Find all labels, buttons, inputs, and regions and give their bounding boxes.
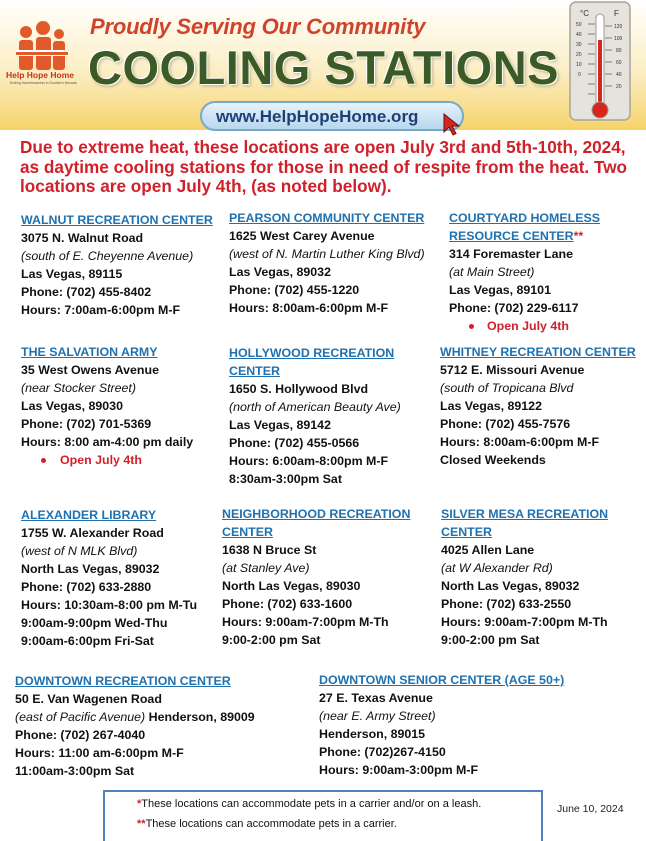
- website-banner[interactable]: [200, 101, 464, 131]
- location-downtown-senior: [319, 671, 564, 779]
- bullet-icon: [469, 324, 474, 329]
- location-cross-and-city: [15, 708, 255, 726]
- svg-text:30: 30: [576, 42, 582, 48]
- location-name-line2[interactable]: CENTER: [222, 525, 273, 539]
- location-address: 5712 E. Missouri Avenue: [440, 363, 585, 377]
- location-address: 1650 S. Hollywood Blvd: [229, 382, 369, 396]
- intro-notice: Due to extreme heat, these locations are open July 3rd and 5th-10th, 2024, as daytime cooling stations for those in need of respite from the heat. Two locations are open July 4th, (as noted below).: [20, 137, 628, 196]
- location-hours: Hours: 8:00am-6:00pm M-F: [229, 301, 389, 315]
- open-july-4th-note: Open July 4th: [449, 317, 600, 335]
- svg-text:40: 40: [576, 32, 582, 38]
- svg-text:50: 50: [576, 22, 582, 28]
- location-address: 1638 N Bruce St: [222, 543, 317, 557]
- location-phone: Phone: (702) 267-4040: [15, 728, 146, 742]
- location-name[interactable]: DOWNTOWN SENIOR CENTER (AGE 50+): [319, 673, 565, 687]
- svg-text:F: F: [614, 9, 619, 18]
- location-cross-street: (north of American Beauty Ave): [229, 400, 401, 414]
- location-city: North Las Vegas, 89032: [441, 579, 580, 593]
- location-cross-street: (near Stocker Street): [21, 381, 137, 395]
- location-address: 1755 W. Alexander Road: [21, 526, 164, 540]
- svg-text:0: 0: [578, 72, 581, 78]
- location-address: 314 Foremaster Lane: [449, 247, 573, 261]
- location-walnut: [21, 211, 213, 319]
- location-hours-sat: 9:00-2:00 pm Sat: [441, 633, 540, 647]
- location-hours: Hours: 8:00 am-4:00 pm daily: [21, 435, 194, 449]
- location-address: 1625 West Carey Avenue: [229, 229, 375, 243]
- location-phone: Phone: (702) 229-6117: [449, 301, 579, 315]
- location-hours-sat: 8:30am-3:00pm Sat: [229, 472, 342, 486]
- website-url-link[interactable]: www.HelpHopeHome.org: [216, 107, 419, 126]
- location-closed-note: Closed Weekends: [440, 453, 546, 467]
- location-address: 27 E. Texas Avenue: [319, 691, 433, 705]
- location-cross-street: (at W Alexander Rd): [441, 561, 553, 575]
- svg-text:10: 10: [576, 62, 582, 68]
- location-city: Henderson, 89009: [148, 710, 255, 724]
- pet-notes-box: [103, 790, 543, 841]
- location-name-line2[interactable]: CENTER: [229, 364, 280, 378]
- location-cross-street: (at Stanley Ave): [222, 561, 310, 575]
- location-phone: Phone: (702) 701-5369: [21, 417, 152, 431]
- pet-note-double-star: **These locations can accommodate pets in a carrier.: [137, 818, 397, 830]
- location-city: Las Vegas, 89030: [21, 399, 123, 413]
- location-address: 35 West Owens Avenue: [21, 363, 159, 377]
- logo-subtitle: Ending Homelessness in Southern Nevada: [10, 81, 77, 85]
- svg-text:20: 20: [616, 84, 622, 90]
- location-phone: Phone: (702) 633-2880: [21, 580, 152, 594]
- location-phone: Phone: (702) 455-1220: [229, 283, 360, 297]
- location-name-line1[interactable]: COURTYARD HOMELESS: [449, 211, 600, 225]
- thermometer-icon: [566, 0, 634, 122]
- location-silver-mesa: [441, 505, 608, 649]
- location-cross-street: (west of N. Martin Luther King Blvd): [229, 247, 425, 261]
- svg-text:°C: °C: [580, 9, 589, 18]
- location-hours: Hours: 10:30am-8:00 pm M-Tu: [21, 598, 198, 612]
- mouse-cursor-icon: [442, 112, 464, 136]
- pet-marker-double-star: **: [573, 229, 584, 243]
- location-name[interactable]: PEARSON COMMUNITY CENTER: [229, 211, 425, 225]
- svg-text:100: 100: [614, 36, 623, 42]
- location-neighborhood: [222, 505, 410, 649]
- location-address: 50 E. Van Wagenen Road: [15, 692, 162, 706]
- location-phone: Phone: (702) 633-1600: [222, 597, 353, 611]
- location-phone: Phone: (702) 455-0566: [229, 436, 360, 450]
- location-hours-wed-thu: 9:00am-9:00pm Wed-Thu: [21, 616, 168, 630]
- location-city: Las Vegas, 89122: [440, 399, 542, 413]
- location-name[interactable]: DOWNTOWN RECREATION CENTER: [15, 674, 231, 688]
- location-hollywood: [229, 344, 401, 488]
- location-hours-fri-sat: 9:00am-6:00pm Fri-Sat: [21, 634, 154, 648]
- location-salvation-army: [21, 343, 193, 469]
- location-city: Las Vegas, 89032: [229, 265, 331, 279]
- document-date: June 10, 2024: [557, 803, 624, 815]
- location-cross-street: (east of Pacific Avenue): [15, 710, 146, 724]
- location-hours: Hours: 9:00am-7:00pm M-Th: [222, 615, 389, 629]
- location-name-line1[interactable]: NEIGHBORHOOD RECREATION: [222, 507, 411, 521]
- location-hours: Hours: 7:00am-6:00pm M-F: [21, 303, 181, 317]
- location-city: North Las Vegas, 89030: [222, 579, 361, 593]
- location-name-line1[interactable]: HOLLYWOOD RECREATION: [229, 346, 395, 360]
- location-whitney: [440, 343, 636, 469]
- location-hours: Hours: 6:00am-8:00pm M-F: [229, 454, 389, 468]
- svg-text:20: 20: [576, 52, 582, 58]
- location-hours: Hours: 9:00am-3:00pm M-F: [319, 763, 479, 777]
- svg-text:120: 120: [614, 24, 623, 30]
- location-name-line2[interactable]: RESOURCE CENTER: [449, 229, 574, 243]
- location-hours: Hours: 11:00 am-6:00pm M-F: [15, 746, 184, 760]
- location-hours: Hours: 8:00am-6:00pm M-F: [440, 435, 600, 449]
- location-phone: Phone: (702)267-4150: [319, 745, 446, 759]
- location-cross-street: (near E. Army Street): [319, 709, 436, 723]
- location-address: 3075 N. Walnut Road: [21, 231, 144, 245]
- page-title: COOLING STATIONS: [88, 41, 560, 94]
- location-city: North Las Vegas, 89032: [21, 562, 160, 576]
- tagline: Proudly Serving Our Community: [90, 14, 426, 39]
- location-name[interactable]: WALNUT RECREATION CENTER: [21, 213, 213, 227]
- location-alexander-library: [21, 506, 197, 650]
- location-name[interactable]: THE SALVATION ARMY: [21, 345, 158, 359]
- location-address: 4025 Allen Lane: [441, 543, 535, 557]
- bullet-icon: [41, 458, 46, 463]
- location-hours: Hours: 9:00am-7:00pm M-Th: [441, 615, 608, 629]
- pet-note-single-star: *These locations can accommodate pets in a carrier and/or on a leash.: [137, 798, 482, 810]
- location-city: Las Vegas, 89101: [449, 283, 551, 297]
- logo-name: Help Hope Home: [6, 70, 75, 80]
- location-pearson: [229, 209, 425, 317]
- location-city: Las Vegas, 89115: [21, 267, 123, 281]
- location-phone: Phone: (702) 455-8402: [21, 285, 152, 299]
- location-hours-sat: 9:00-2:00 pm Sat: [222, 633, 321, 647]
- location-courtyard: [449, 209, 600, 335]
- location-city: Las Vegas, 89142: [229, 418, 331, 432]
- location-name-line2[interactable]: CENTER: [441, 525, 492, 539]
- location-cross-street: (west of N MLK Blvd): [21, 544, 138, 558]
- svg-text:40: 40: [616, 72, 622, 78]
- svg-text:60: 60: [616, 60, 622, 66]
- svg-text:80: 80: [616, 48, 622, 54]
- location-phone: Phone: (702) 633-2550: [441, 597, 572, 611]
- open-july-4th-note: Open July 4th: [21, 451, 193, 469]
- location-hours-sat: 11:00am-3:00pm Sat: [15, 764, 135, 778]
- location-city: Henderson, 89015: [319, 727, 426, 741]
- location-name[interactable]: WHITNEY RECREATION CENTER: [440, 345, 636, 359]
- location-phone: Phone: (702) 455-7576: [440, 417, 571, 431]
- location-cross-street: (at Main Street): [449, 265, 535, 279]
- location-cross-street: (south of E. Cheyenne Avenue): [21, 249, 194, 263]
- location-downtown-recreation: [15, 672, 255, 780]
- location-cross-street: (south of Tropicana Blvd: [440, 381, 574, 395]
- location-name-line1[interactable]: SILVER MESA RECREATION: [441, 507, 609, 521]
- location-name[interactable]: ALEXANDER LIBRARY: [21, 508, 157, 522]
